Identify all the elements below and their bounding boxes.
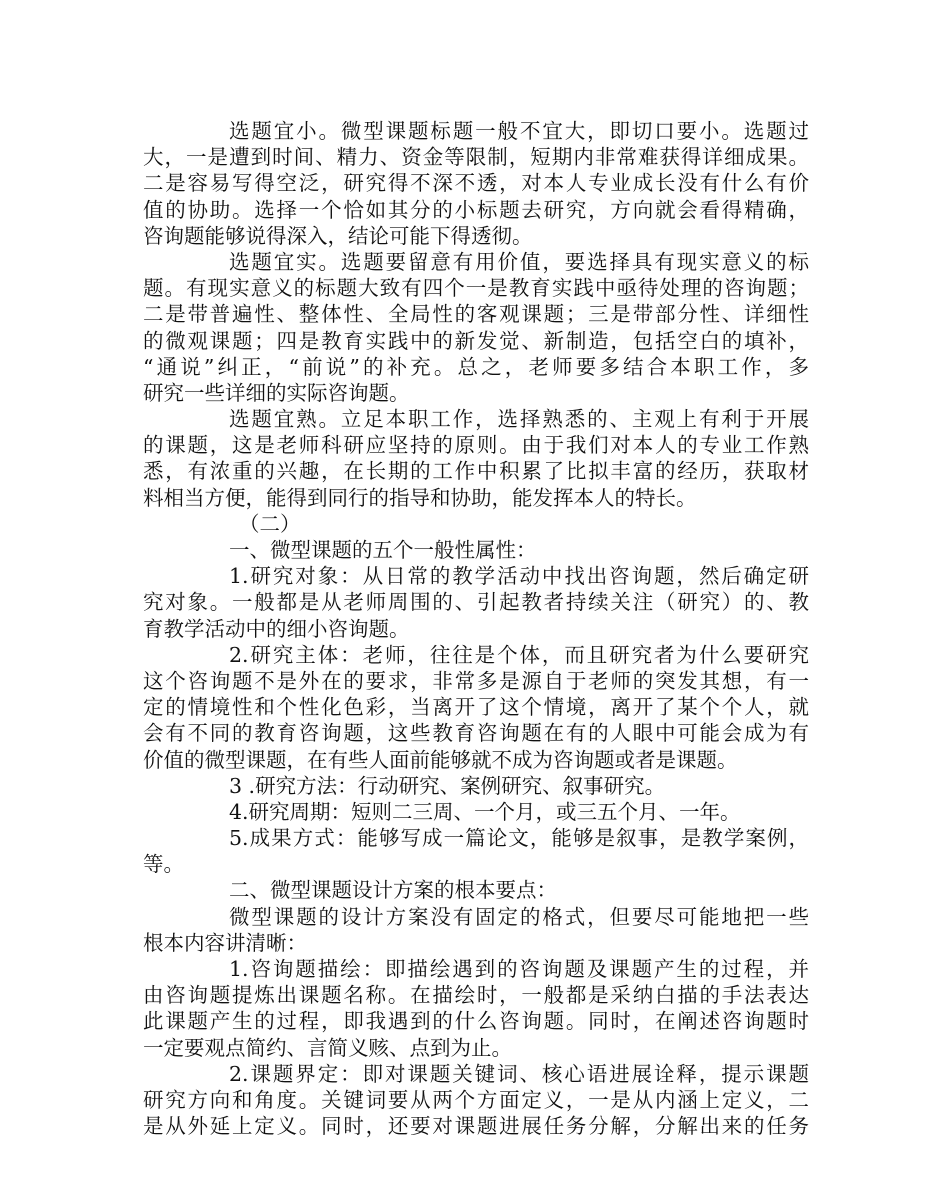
text-line-content: 题。有现实意义的标题大致有四个一是教育实践中亟待处理的咨询题； bbox=[143, 276, 809, 301]
text-line-content: 二是容易写得空泛，研究得不深不透，对本人专业成长没有什么有价 bbox=[143, 171, 809, 196]
text-line-content: 定的情境性和个性化色彩，当离开了这个情境，离开了某个个人，就 bbox=[143, 695, 809, 720]
text-line bbox=[143, 616, 809, 642]
text-line-content: 是从外延上定义。同时，还要对课题进展任务分解，分解出来的任务 bbox=[143, 1114, 809, 1139]
text-line bbox=[143, 1061, 809, 1087]
text-line-content: 价值的微型课题，在有些人面前能够就不成为咨询题或者是课题。 bbox=[143, 747, 738, 772]
text-line-content: 悉，有浓重的兴趣，在长期的工作中积累了比拟丰富的经历，获取材 bbox=[143, 459, 809, 484]
text-line bbox=[143, 485, 809, 511]
text-line-content: 由咨询题提炼出课题名称。在描绘时，一般都是采纳白描的手法表达 bbox=[143, 983, 809, 1008]
text-line bbox=[143, 511, 809, 537]
text-line bbox=[143, 851, 809, 877]
text-line-content: 会有不同的教育咨询题，这些教育咨询题在有的人眼中可能会成为有 bbox=[143, 721, 809, 746]
text-line bbox=[143, 982, 809, 1008]
text-line-content: 根本内容讲清晰： bbox=[143, 930, 307, 955]
text-line-content: 选题宜熟。立足本职工作，选择熟悉的、主观上有利于开展 bbox=[229, 407, 809, 432]
text-line-content: 咨询题能够说得深入，结论可能下得透彻。 bbox=[143, 223, 533, 248]
text-line bbox=[143, 275, 809, 301]
text-line-content: 1.咨询题描绘：即描绘遇到的咨询题及课题产生的过程，并 bbox=[229, 957, 809, 981]
text-line bbox=[143, 956, 809, 982]
text-line bbox=[143, 799, 809, 825]
text-line-content: 二是带普遍性、整体性、全局性的客观课题；三是带部分性、详细性 bbox=[143, 302, 809, 327]
text-line bbox=[143, 825, 809, 851]
text-line bbox=[143, 118, 809, 144]
text-line bbox=[143, 537, 809, 563]
text-line bbox=[143, 1035, 809, 1061]
text-line bbox=[143, 563, 809, 589]
text-line-content: 究对象。一般都是从老师周围的、引起教者持续关注（研究）的、教 bbox=[143, 590, 809, 615]
text-line bbox=[143, 930, 809, 956]
text-line-content: 育教学活动中的细小咨询题。 bbox=[143, 616, 410, 641]
text-line bbox=[143, 144, 809, 170]
document-body bbox=[143, 118, 809, 1139]
text-line-content: 1.研究对象：从日常的教学活动中找出咨询题，然后确定研 bbox=[229, 564, 809, 589]
text-line bbox=[143, 170, 809, 196]
text-line-content: “通说”纠正，“前说”的补充。总之，老师要多结合本职工作，多 bbox=[143, 354, 809, 379]
text-line bbox=[143, 694, 809, 720]
text-line-content: 2.研究主体：老师，往往是个体，而且研究者为什么要研究 bbox=[229, 642, 809, 667]
text-line bbox=[143, 642, 809, 668]
text-line-content: 选题宜实。选题要留意有用价值，要选择具有现实意义的标 bbox=[229, 249, 809, 274]
text-line bbox=[143, 406, 809, 432]
text-line-content: 5.成果方式：能够写成一篇论文，能够是叙事，是教学案例， bbox=[229, 826, 809, 851]
text-line-content: 值的协助。选择一个恰如其分的小标题去研究，方向就会看得精确， bbox=[143, 197, 809, 222]
text-line-content: 微型课题的设计方案没有固定的格式，但要尽可能地把一些 bbox=[229, 904, 809, 929]
text-line bbox=[143, 380, 809, 406]
text-line bbox=[143, 354, 809, 380]
text-line-content: 此课题产生的过程，即我遇到的什么咨询题。同时，在阐述咨询题时 bbox=[143, 1009, 809, 1034]
text-line-content: 研究一些详细的实际咨询题。 bbox=[143, 380, 410, 405]
text-line-content: 研究方向和角度。关键词要从两个方面定义，一是从内涵上定义，二 bbox=[143, 1087, 809, 1112]
text-line bbox=[143, 773, 809, 799]
text-line-content: 4.研究周期：短则二三周、一个月，或三五个月、一年。 bbox=[229, 799, 741, 824]
text-line bbox=[143, 197, 809, 223]
text-line bbox=[143, 301, 809, 327]
text-line bbox=[143, 589, 809, 615]
text-line-content: 这个咨询题不是外在的要求，非常多是源自于老师的突发其想，有一 bbox=[143, 668, 809, 693]
text-line-content: 的课题，这是老师科研应坚持的原则。由于我们对本人的专业工作熟 bbox=[143, 433, 809, 458]
text-line-content: 二、微型课题设计方案的根本要点： bbox=[229, 878, 557, 903]
text-line bbox=[143, 432, 809, 458]
text-line-content: 的微观课题；四是教育实践中的新发觉、新制造，包括空白的填补， bbox=[143, 328, 809, 353]
text-line-content: 大，一是遭到时间、精力、资金等限制，短期内非常难获得详细成果。 bbox=[143, 145, 809, 170]
text-line-content: 等。 bbox=[143, 852, 184, 877]
text-line bbox=[143, 1113, 809, 1139]
text-line-content: 2.课题界定：即对课题关键词、核心语进展诠释，提示课题 bbox=[229, 1061, 809, 1086]
text-line bbox=[143, 720, 809, 746]
text-line-content: 料相当方便，能得到同行的指导和协助，能发挥本人的特长。 bbox=[143, 485, 697, 510]
text-line-content: 一、微型课题的五个一般性属性： bbox=[229, 538, 537, 562]
text-line bbox=[143, 668, 809, 694]
text-line bbox=[143, 904, 809, 930]
text-line-content: 一定要观点简约、言简义赅、点到为止。 bbox=[143, 1035, 512, 1060]
text-line-content: （二） bbox=[239, 511, 301, 536]
text-line bbox=[143, 458, 809, 484]
text-line bbox=[143, 249, 809, 275]
text-line bbox=[143, 747, 809, 773]
text-line bbox=[143, 1087, 809, 1113]
text-line-content: 选题宜小。微型课题标题一般不宜大，即切口要小。选题过 bbox=[229, 119, 809, 143]
text-line bbox=[143, 1008, 809, 1034]
text-line-content: 3 .研究方法：行动研究、案例研究、叙事研究。 bbox=[229, 773, 666, 798]
text-line bbox=[143, 877, 809, 903]
text-line bbox=[143, 328, 809, 354]
text-line bbox=[143, 223, 809, 249]
